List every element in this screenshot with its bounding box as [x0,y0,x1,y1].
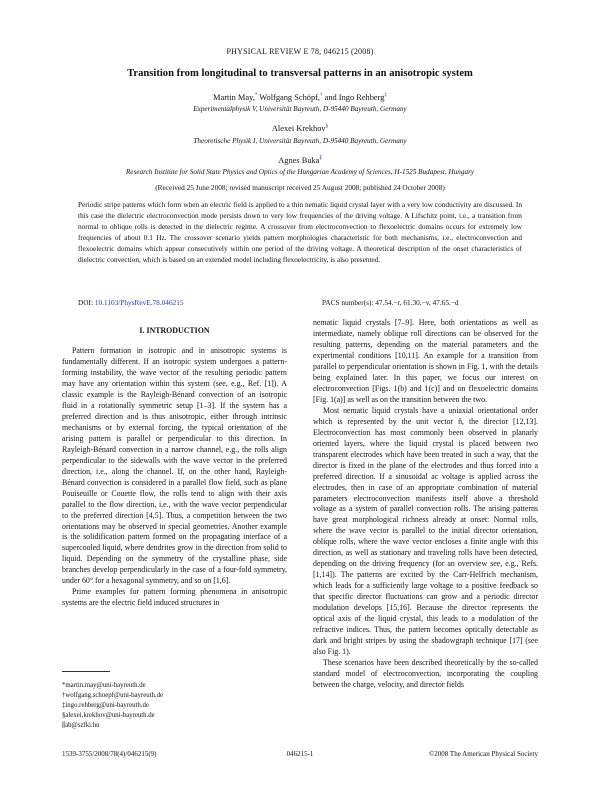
footnote[interactable]: ‡ingo.rehberg@uni-bayreuth.de [62,702,149,709]
right-column [313,318,538,691]
received-dates: (Received 25 June 2008; revised manuscript received 25 August 2008; published 24 October 2008) [155,183,445,192]
paragraph: These scenarios have been described theoretically by the so-called standard model of electroconvection, incorporating the coupling between the charge, velocity, and director fields [313,658,538,689]
footnote[interactable]: §alexei.krekhov@uni-bayreuth.de [62,712,155,719]
footer-page-number: 046215-1 [286,750,314,758]
author-wolfgang-schoepf: Wolfgang Schöpf, [259,93,321,102]
paragraph: Prime examples for pattern forming phenomena in anisotropic systems are the electric field induced structures in [62,587,287,608]
doi-label: DOI: [78,298,93,307]
author-mark[interactable]: * [254,93,258,99]
paragraph: nematic liquid crystals [7–9]. Here, both orientations as well as intermediate, namely oblique roll directions can be observed for the resulting patterns, depending on the material parameters and the experimental conditions [10,11]. An example for a transition from parallel to perpendicular orientation is shown in Fig. 1, with the details being explained later. In this paper, we focus our interest on electroconvection [Figs. 1(b) and 1(c)] and on flexoelectric domains [Fig. 1(a)] as well as on the transition between the two. [313,318,538,404]
footer-copyright: ©2008 The American Physical Society [428,750,538,758]
author-agnes-buka: Agnes Buka [278,155,320,165]
author-mark[interactable]: § [325,124,329,130]
paragraph: Pattern formation in isotropic and in anisotropic systems is fundamentally different. If an isotropic system undergoes a pattern-forming instability, the wave vector of the resulting periodic pattern may have any orientation within this system (see, e.g., Ref. [1]). A classic example is the Rayleigh-Bénard convection of an isotropic fluid in a rotationally symmetric setup [1–3]. If the system has a preferred direction and is thus anisotropic, either through intrinsic mechanisms or by external forcing, the typical orientation of the arising pattern is parallel or perpendicular to this direction. In Rayleigh-Bénard convection in a narrow channel, e.g., the rolls align perpendicular to the sidewalls with the wave vector in the preferred direction, i.e., along the channel. If, on the other hand, Rayleigh-Bénard convection is considered in a parallel flow field, such as plane Pouiseuille or Couette flow, the rolls tend to align with their axis parallel to the flow direction, i.e., with the wave vector perpendicular to the preferred direction [4,5]. Thus, a competition between the two orientations may be observed in special geometries. Another example is the solidification pattern formed on the propagating interface of a supercooled liquid, where dendrites grow in the direction from solid to liquid. Depending on the symmetry of the crystalline phase, side branches develop perpendicularly in the case of a four-fold symmetry, under 60° for a hexagonal symmetry, and so on [1,6]. [62,346,287,586]
author-line-1 [0,93,600,102]
footnotes [62,681,287,731]
journal-header: PHYSICAL REVIEW E 78, 046215 (2008) [226,47,374,56]
footnote-divider [62,671,110,672]
author-mark[interactable]: ‡ [384,93,387,99]
affiliation-3: Research Institute for Solid State Physics and Optics of the Hungarian Academy of Sciences, H-1525 Budapest, Hungary [125,168,475,176]
abstract: Periodic stripe patterns which form when an electric field is applied to a thin nematic liquid crystal layer with a very low conductivity are discussed. In this case the dielectric electroconvection mode persists down to very low frequencies of the driving voltage. A Lifschitz point, i.e., a transition from normal to oblique rolls is detected in the dielectric regime. A crossover from electroconvection to flexoelectric domains occurs for extremely low frequencies of about 0.1 Hz. The crossover scenario yields pattern morphologies characteristic for both mechanisms, i.e., electroconvection and flexoelectric domains which appear consecutively within one period of the driving voltage. A theoretical description of the onset characteristics of dielectric convection, which is based on an extended model including flexoelectricity, is also presented. [78,200,522,264]
affiliation-1: Experimentalphysik V, Universität Bayreuth, D-95440 Bayreuth, Germany [193,105,407,113]
footnote[interactable]: ∥ab@szfki.hu [62,722,100,729]
section-heading: I. INTRODUCTION [139,326,210,335]
affiliation-2: Theoretische Physik I, Universität Bayreuth, D-95440 Bayreuth, Germany [193,137,407,145]
pacs-numbers: PACS number(s): 47.54.−r, 61.30.−v, 47.65.−d [322,298,459,307]
paragraph: Most nematic liquid crystals have a uniaxial orientational order which is represented by the unit vector n̂, the director [12,13]. Electroconvection has most commonly been observed in planarly oriented layers, where the liquid crystal is placed between two transparent electrodes which have been treated in such a way, that the director is fixed in the plane of the electrodes and thus forced into a preferred direction. If a sinusoidal ac voltage is applied across the electrodes, then in case of an appropriate combination of material parameters electroconvection manifests itself above a threshold voltage as a system of parallel convection rolls. The arising patterns have great morphological richness already at onset: Normal rolls, where the wave vector is parallel to the initial director orientation, oblique rolls, where the wave vector encloses a finite angle with this direction, as well as stationary and traveling rolls have been detected, depending on the driving frequency (for an overview see, e.g., Refs. [1,14]). The patterns are excited by the Carr-Helfrich mechanism, which leads for a sufficiently large voltage to a positive feedback so that specific director fluctuations can grow and a periodic director modulation develops [15,16]. Because the director represents the optical axis of the liquid crystal, this leads to a modulation of the refractive indices. Thus, the pattern becomes optically detectable as dark and bright stripes by using the shadowgraph technique [17] (see also Fig. 1). [313,405,538,657]
footnote[interactable]: †wolfgang.schoepf@uni-bayreuth.de [62,692,164,699]
author-line-3 [0,155,600,165]
author-mark[interactable]: ∥ [319,156,322,161]
author-mark[interactable]: † [320,93,323,99]
paper-title: Transition from longitudinal to transversal patterns in an anisotropic system [127,68,473,79]
footnote[interactable]: *martin.may@uni-bayreuth.de [62,682,146,689]
author-martin-may: Martin May, [213,93,255,102]
doi [78,298,184,307]
author-alexei-krekhov: Alexei Krekhov [271,124,326,133]
author-ingo-rehberg: and Ingo Rehberg [324,93,385,102]
doi-link[interactable]: 10.1103/PhysRevE.78.046215 [94,298,184,307]
footer-issn: 1539-3755/2008/78(4)/046215(9) [62,750,157,758]
author-line-2 [0,124,600,133]
left-column [62,346,287,609]
